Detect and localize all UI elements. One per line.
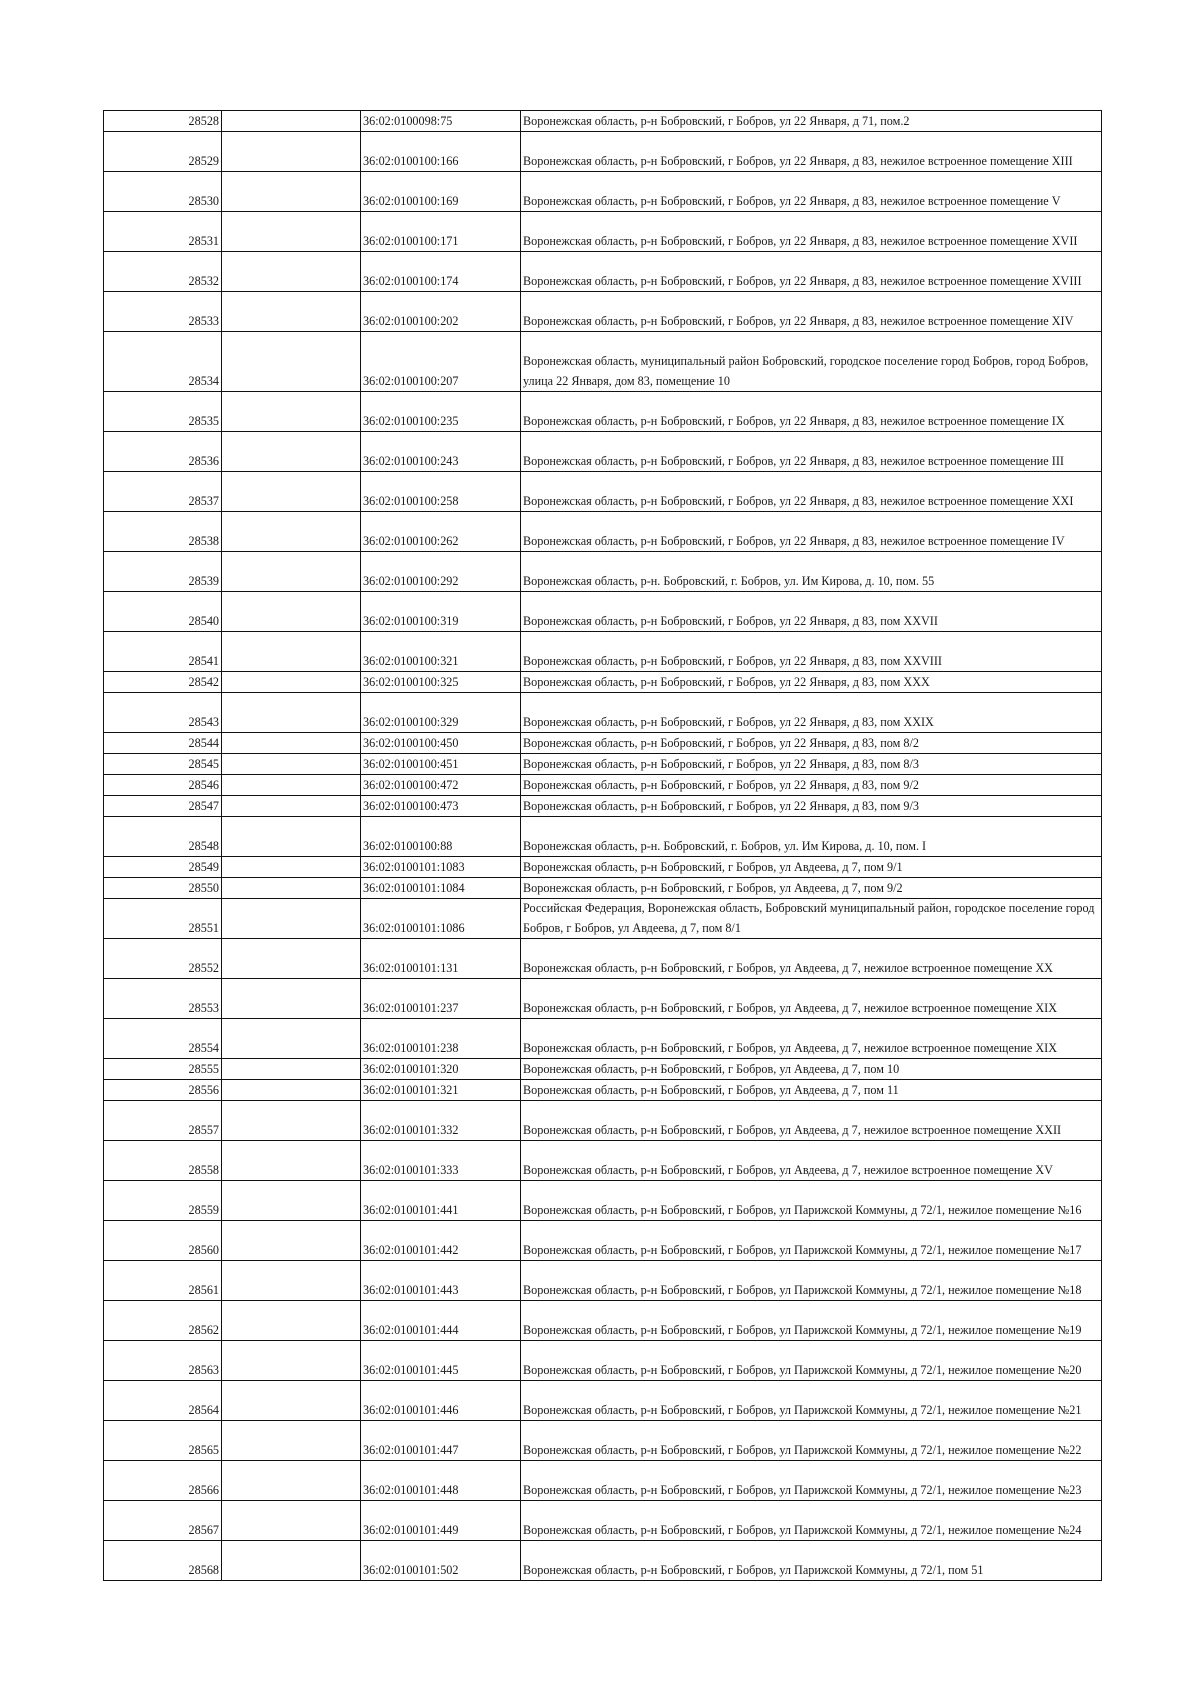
empty-cell [222, 332, 361, 392]
address-cell: Воронежская область, р-н Бобровский, г Бобров, ул Авдеева, д 7, нежилое встроенное помещение XXII [521, 1101, 1102, 1141]
address-cell: Воронежская область, р-н Бобровский, г Бобров, ул 22 Января, д 71, пом.2 [521, 111, 1102, 132]
cadastral-number-cell: 36:02:0100101:444 [361, 1301, 521, 1341]
record-number-cell: 28545 [104, 754, 222, 775]
cadastral-number-cell: 36:02:0100100:174 [361, 252, 521, 292]
empty-cell [222, 1221, 361, 1261]
cadastral-number-cell: 36:02:0100101:448 [361, 1461, 521, 1501]
record-number-cell: 28554 [104, 1019, 222, 1059]
cadastral-number-cell: 36:02:0100100:166 [361, 132, 521, 172]
record-number-cell: 28560 [104, 1221, 222, 1261]
empty-cell [222, 1501, 361, 1541]
record-number-cell: 28567 [104, 1501, 222, 1541]
address-cell: Воронежская область, р-н Бобровский, г Бобров, ул 22 Января, д 83, нежилое встроенное помещение III [521, 432, 1102, 472]
empty-cell [222, 878, 361, 899]
empty-cell [222, 1461, 361, 1501]
record-number-cell: 28543 [104, 693, 222, 733]
cadastral-number-cell: 36:02:0100100:321 [361, 632, 521, 672]
address-cell: Воронежская область, р-н Бобровский, г Бобров, ул 22 Января, д 83, пом 9/2 [521, 775, 1102, 796]
record-number-cell: 28528 [104, 111, 222, 132]
address-cell: Воронежская область, р-н Бобровский, г Бобров, ул Авдеева, д 7, нежилое встроенное помещение XV [521, 1141, 1102, 1181]
empty-cell [222, 1301, 361, 1341]
table-row [104, 693, 1102, 733]
address-cell: Воронежская область, р-н Бобровский, г Бобров, ул 22 Января, д 83, нежилое встроенное помещение V [521, 172, 1102, 212]
cadastral-number-cell: 36:02:0100101:502 [361, 1541, 521, 1581]
table-row [104, 111, 1102, 132]
record-number-cell: 28557 [104, 1101, 222, 1141]
empty-cell [222, 212, 361, 252]
cadastral-number-cell: 36:02:0100100:472 [361, 775, 521, 796]
cadastral-number-cell: 36:02:0100101:449 [361, 1501, 521, 1541]
empty-cell [222, 392, 361, 432]
cadastral-number-cell: 36:02:0100100:319 [361, 592, 521, 632]
cadastral-number-cell: 36:02:0100101:1084 [361, 878, 521, 899]
address-cell: Воронежская область, р-н Бобровский, г Бобров, ул Авдеева, д 7, пом 11 [521, 1080, 1102, 1101]
table-row [104, 1059, 1102, 1080]
empty-cell [222, 1421, 361, 1461]
record-number-cell: 28529 [104, 132, 222, 172]
address-cell: Воронежская область, р-н. Бобровский, г. Бобров, ул. Им Кирова, д. 10, пом. 55 [521, 552, 1102, 592]
record-number-cell: 28565 [104, 1421, 222, 1461]
table-row [104, 1080, 1102, 1101]
table-row [104, 817, 1102, 857]
table-row [104, 172, 1102, 212]
address-cell: Воронежская область, р-н Бобровский, г Бобров, ул 22 Января, д 83, пом 8/2 [521, 733, 1102, 754]
record-number-cell: 28536 [104, 432, 222, 472]
table-row [104, 1221, 1102, 1261]
record-number-cell: 28533 [104, 292, 222, 332]
record-number-cell: 28549 [104, 857, 222, 878]
table-row [104, 1141, 1102, 1181]
cadastral-number-cell: 36:02:0100100:325 [361, 672, 521, 693]
table-row [104, 1461, 1102, 1501]
cadastral-number-cell: 36:02:0100100:262 [361, 512, 521, 552]
empty-cell [222, 1059, 361, 1080]
record-number-cell: 28547 [104, 796, 222, 817]
cadastral-number-cell: 36:02:0100101:238 [361, 1019, 521, 1059]
table-row [104, 512, 1102, 552]
table-row [104, 332, 1102, 392]
empty-cell [222, 693, 361, 733]
empty-cell [222, 1101, 361, 1141]
record-number-cell: 28548 [104, 817, 222, 857]
cadastral-number-cell: 36:02:0100100:207 [361, 332, 521, 392]
cadastral-number-cell: 36:02:0100101:320 [361, 1059, 521, 1080]
empty-cell [222, 552, 361, 592]
address-cell: Воронежская область, р-н Бобровский, г Бобров, ул Парижской Коммуны, д 72/1, нежилое помещение №17 [521, 1221, 1102, 1261]
address-cell: Воронежская область, р-н Бобровский, г Бобров, ул Парижской Коммуны, д 72/1, нежилое помещение №20 [521, 1341, 1102, 1381]
address-cell: Воронежская область, р-н Бобровский, г Бобров, ул Парижской Коммуны, д 72/1, нежилое помещение №21 [521, 1381, 1102, 1421]
empty-cell [222, 472, 361, 512]
address-cell: Воронежская область, р-н Бобровский, г Бобров, ул Парижской Коммуны, д 72/1, пом 51 [521, 1541, 1102, 1581]
empty-cell [222, 1080, 361, 1101]
record-number-cell: 28544 [104, 733, 222, 754]
address-cell: Российская Федерация, Воронежская область, Бобровский муниципальный район, городское поселение город Бобров, г Бобров, ул Авдеева, д 7, пом 8/1 [521, 899, 1102, 939]
cadastral-number-cell: 36:02:0100100:258 [361, 472, 521, 512]
table-row [104, 472, 1102, 512]
cadastral-number-cell: 36:02:0100101:443 [361, 1261, 521, 1301]
empty-cell [222, 775, 361, 796]
table-row [104, 1341, 1102, 1381]
address-cell: Воронежская область, р-н Бобровский, г Бобров, ул Парижской Коммуны, д 72/1, нежилое помещение №24 [521, 1501, 1102, 1541]
table-row [104, 775, 1102, 796]
table-row [104, 754, 1102, 775]
record-number-cell: 28537 [104, 472, 222, 512]
cadastral-number-cell: 36:02:0100100:202 [361, 292, 521, 332]
empty-cell [222, 939, 361, 979]
record-number-cell: 28552 [104, 939, 222, 979]
address-cell: Воронежская область, р-н Бобровский, г Бобров, ул 22 Января, д 83, нежилое встроенное помещение XVII [521, 212, 1102, 252]
table-row [104, 1541, 1102, 1581]
cadastral-number-cell: 36:02:0100100:243 [361, 432, 521, 472]
registry-table [103, 110, 1102, 1581]
cadastral-number-cell: 36:02:0100101:333 [361, 1141, 521, 1181]
record-number-cell: 28553 [104, 979, 222, 1019]
table-row [104, 878, 1102, 899]
address-cell: Воронежская область, р-н Бобровский, г Бобров, ул 22 Января, д 83, нежилое встроенное помещение XXI [521, 472, 1102, 512]
address-cell: Воронежская область, р-н Бобровский, г Бобров, ул 22 Января, д 83, пом 8/3 [521, 754, 1102, 775]
cadastral-number-cell: 36:02:0100101:1083 [361, 857, 521, 878]
cadastral-number-cell: 36:02:0100100:473 [361, 796, 521, 817]
cadastral-number-cell: 36:02:0100100:292 [361, 552, 521, 592]
table-row [104, 432, 1102, 472]
cadastral-number-cell: 36:02:0100100:169 [361, 172, 521, 212]
cadastral-number-cell: 36:02:0100101:1086 [361, 899, 521, 939]
record-number-cell: 28559 [104, 1181, 222, 1221]
empty-cell [222, 1541, 361, 1581]
table-row [104, 1421, 1102, 1461]
empty-cell [222, 1381, 361, 1421]
cadastral-number-cell: 36:02:0100101:446 [361, 1381, 521, 1421]
record-number-cell: 28561 [104, 1261, 222, 1301]
address-cell: Воронежская область, р-н Бобровский, г Бобров, ул 22 Января, д 83, пом 9/3 [521, 796, 1102, 817]
record-number-cell: 28550 [104, 878, 222, 899]
record-number-cell: 28551 [104, 899, 222, 939]
cadastral-number-cell: 36:02:0100101:237 [361, 979, 521, 1019]
empty-cell [222, 252, 361, 292]
empty-cell [222, 292, 361, 332]
cadastral-number-cell: 36:02:0100101:131 [361, 939, 521, 979]
address-cell: Воронежская область, р-н Бобровский, г Бобров, ул Авдеева, д 7, пом 9/1 [521, 857, 1102, 878]
cadastral-number-cell: 36:02:0100101:441 [361, 1181, 521, 1221]
record-number-cell: 28555 [104, 1059, 222, 1080]
record-number-cell: 28563 [104, 1341, 222, 1381]
empty-cell [222, 796, 361, 817]
address-cell: Воронежская область, р-н Бобровский, г Бобров, ул 22 Января, д 83, нежилое встроенное помещение XIII [521, 132, 1102, 172]
empty-cell [222, 432, 361, 472]
empty-cell [222, 1181, 361, 1221]
address-cell: Воронежская область, р-н Бобровский, г Бобров, ул Парижской Коммуны, д 72/1, нежилое помещение №16 [521, 1181, 1102, 1221]
record-number-cell: 28540 [104, 592, 222, 632]
address-cell: Воронежская область, р-н Бобровский, г Бобров, ул 22 Января, д 83, нежилое встроенное помещение XVIII [521, 252, 1102, 292]
table-row [104, 1301, 1102, 1341]
record-number-cell: 28558 [104, 1141, 222, 1181]
address-cell: Воронежская область, р-н Бобровский, г Бобров, ул 22 Января, д 83, пом XXX [521, 672, 1102, 693]
table-row [104, 733, 1102, 754]
record-number-cell: 28566 [104, 1461, 222, 1501]
address-cell: Воронежская область, р-н Бобровский, г Бобров, ул Парижской Коммуны, д 72/1, нежилое помещение №23 [521, 1461, 1102, 1501]
table-row [104, 939, 1102, 979]
address-cell: Воронежская область, р-н Бобровский, г Бобров, ул Парижской Коммуны, д 72/1, нежилое помещение №19 [521, 1301, 1102, 1341]
record-number-cell: 28556 [104, 1080, 222, 1101]
address-cell: Воронежская область, р-н Бобровский, г Бобров, ул 22 Января, д 83, пом XXVIII [521, 632, 1102, 672]
record-number-cell: 28546 [104, 775, 222, 796]
table-row [104, 1101, 1102, 1141]
registry-table-body [104, 111, 1102, 1581]
empty-cell [222, 1019, 361, 1059]
record-number-cell: 28542 [104, 672, 222, 693]
cadastral-number-cell: 36:02:0100101:442 [361, 1221, 521, 1261]
empty-cell [222, 817, 361, 857]
cadastral-number-cell: 36:02:0100100:451 [361, 754, 521, 775]
empty-cell [222, 1261, 361, 1301]
record-number-cell: 28562 [104, 1301, 222, 1341]
address-cell: Воронежская область, р-н Бобровский, г Бобров, ул Парижской Коммуны, д 72/1, нежилое помещение №22 [521, 1421, 1102, 1461]
address-cell: Воронежская область, р-н Бобровский, г Бобров, ул Парижской Коммуны, д 72/1, нежилое помещение №18 [521, 1261, 1102, 1301]
table-row [104, 592, 1102, 632]
record-number-cell: 28531 [104, 212, 222, 252]
empty-cell [222, 111, 361, 132]
cadastral-number-cell: 36:02:0100100:329 [361, 693, 521, 733]
empty-cell [222, 592, 361, 632]
record-number-cell: 28532 [104, 252, 222, 292]
empty-cell [222, 132, 361, 172]
table-row [104, 292, 1102, 332]
table-row [104, 212, 1102, 252]
empty-cell [222, 1341, 361, 1381]
record-number-cell: 28534 [104, 332, 222, 392]
table-row [104, 1019, 1102, 1059]
address-cell: Воронежская область, р-н Бобровский, г Бобров, ул Авдеева, д 7, нежилое встроенное помещение XIX [521, 979, 1102, 1019]
empty-cell [222, 979, 361, 1019]
empty-cell [222, 899, 361, 939]
cadastral-number-cell: 36:02:0100101:332 [361, 1101, 521, 1141]
empty-cell [222, 632, 361, 672]
address-cell: Воронежская область, р-н Бобровский, г Бобров, ул 22 Января, д 83, нежилое встроенное помещение IX [521, 392, 1102, 432]
table-row [104, 672, 1102, 693]
address-cell: Воронежская область, р-н Бобровский, г Бобров, ул 22 Января, д 83, нежилое встроенное помещение IV [521, 512, 1102, 552]
table-row [104, 632, 1102, 672]
cadastral-number-cell: 36:02:0100100:235 [361, 392, 521, 432]
record-number-cell: 28564 [104, 1381, 222, 1421]
record-number-cell: 28530 [104, 172, 222, 212]
table-row [104, 857, 1102, 878]
table-row [104, 899, 1102, 939]
record-number-cell: 28568 [104, 1541, 222, 1581]
empty-cell [222, 672, 361, 693]
table-row [104, 132, 1102, 172]
address-cell: Воронежская область, муниципальный район Бобровский, городское поселение город Бобров, город Бобров, улица 22 Января, дом 83, помещение 10 [521, 332, 1102, 392]
address-cell: Воронежская область, р-н Бобровский, г Бобров, ул Авдеева, д 7, пом 9/2 [521, 878, 1102, 899]
table-row [104, 552, 1102, 592]
cadastral-number-cell: 36:02:0100100:171 [361, 212, 521, 252]
empty-cell [222, 172, 361, 212]
table-row [104, 796, 1102, 817]
address-cell: Воронежская область, р-н Бобровский, г Бобров, ул Авдеева, д 7, нежилое встроенное помещение XX [521, 939, 1102, 979]
empty-cell [222, 1141, 361, 1181]
record-number-cell: 28541 [104, 632, 222, 672]
cadastral-number-cell: 36:02:0100101:447 [361, 1421, 521, 1461]
table-row [104, 1181, 1102, 1221]
empty-cell [222, 512, 361, 552]
address-cell: Воронежская область, р-н Бобровский, г Бобров, ул Авдеева, д 7, нежилое встроенное помещение XIX [521, 1019, 1102, 1059]
address-cell: Воронежская область, р-н Бобровский, г Бобров, ул 22 Января, д 83, пом XXIX [521, 693, 1102, 733]
table-row [104, 1381, 1102, 1421]
cadastral-number-cell: 36:02:0100098:75 [361, 111, 521, 132]
cadastral-number-cell: 36:02:0100101:321 [361, 1080, 521, 1101]
empty-cell [222, 754, 361, 775]
table-row [104, 1501, 1102, 1541]
record-number-cell: 28539 [104, 552, 222, 592]
table-row [104, 1261, 1102, 1301]
cadastral-number-cell: 36:02:0100100:88 [361, 817, 521, 857]
record-number-cell: 28535 [104, 392, 222, 432]
cadastral-number-cell: 36:02:0100101:445 [361, 1341, 521, 1381]
address-cell: Воронежская область, р-н Бобровский, г Бобров, ул Авдеева, д 7, пом 10 [521, 1059, 1102, 1080]
table-row [104, 392, 1102, 432]
address-cell: Воронежская область, р-н Бобровский, г Бобров, ул 22 Января, д 83, пом XXVII [521, 592, 1102, 632]
table-row [104, 252, 1102, 292]
record-number-cell: 28538 [104, 512, 222, 552]
table-row [104, 979, 1102, 1019]
address-cell: Воронежская область, р-н. Бобровский, г. Бобров, ул. Им Кирова, д. 10, пом. I [521, 817, 1102, 857]
empty-cell [222, 857, 361, 878]
address-cell: Воронежская область, р-н Бобровский, г Бобров, ул 22 Января, д 83, нежилое встроенное помещение XIV [521, 292, 1102, 332]
empty-cell [222, 733, 361, 754]
cadastral-number-cell: 36:02:0100100:450 [361, 733, 521, 754]
